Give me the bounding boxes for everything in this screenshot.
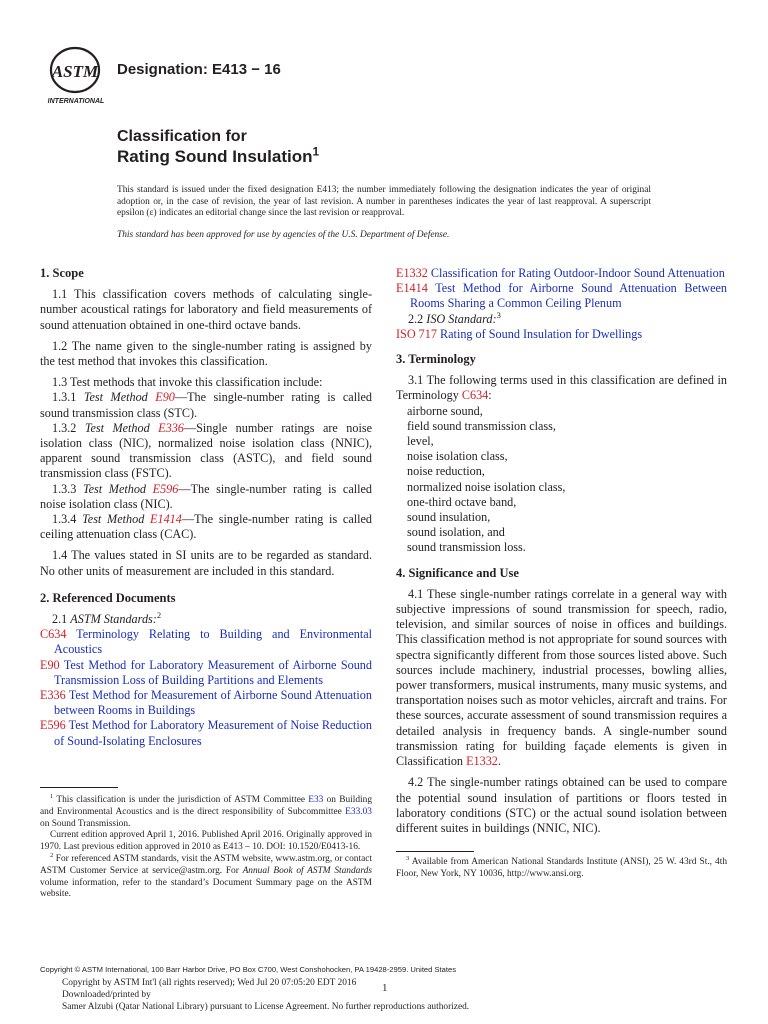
list-item: normalized noise isolation class, <box>407 479 566 494</box>
para-1-1: 1.1 This classification covers methods of calculating single-number acoustical ratings for laboratory and field measurements of sound attenuation obtained in one-third octave bands. <box>40 287 372 332</box>
footnote-2: $^2$ For referenced ASTM standards, visit the ASTM website, www.astm.org, or contact ASTM Customer Service at service@astm.org. For Annual Book of ASTM Standards volume information, refer to the standard’s Document Summary page on the ASTM website. <box>40 851 373 900</box>
title-line-1: Classification for <box>117 128 247 145</box>
ref-item[interactable]: E1332 Classification for Rating Outdoor-Indoor Sound Attenuation <box>396 266 725 280</box>
license-line-2: Downloaded/printed by <box>62 989 151 1000</box>
footnote-1-edition: Current edition approved April 1, 2016. Published April 2016. Originally approved in 1970. Last previous edition approved in 2010 as E413 – 10. DOI: 10.1520/E0413-16. <box>40 830 372 853</box>
copyright-line: Copyright © ASTM International, 100 Barr Harbor Drive, PO Box C700, West Conshohocken, PA 19428-2959. United States <box>40 965 457 974</box>
astm-ref-list-cont <box>396 266 727 312</box>
scope-heading: 1. Scope <box>40 266 84 280</box>
terms-list <box>396 404 727 556</box>
para-1-3-1: 1.3.1 Test Method E90—The single-number rating is called sound transmission class (STC). <box>40 390 372 420</box>
page-number: 1 <box>382 982 388 994</box>
terminology-heading: 3. Terminology <box>396 352 476 367</box>
list-item: one-third octave band, <box>407 494 517 509</box>
list-item: level, <box>407 434 434 449</box>
ref-item[interactable]: E1414 Test Method for Airborne Sound Attenuation Between Rooms Sharing a Common Ceiling Plenum <box>396 281 727 311</box>
footnote-1: $^1$ This classification is under the jurisdiction of ASTM Committee E33 on Building and Environmental Acoustics and is the direct responsibility of Subcommittee E33.03 on Sound Transmission. <box>40 792 373 829</box>
footnote-rule-right <box>396 851 474 852</box>
c634-link[interactable]: C634 <box>461 388 489 403</box>
astm-logo <box>42 46 112 106</box>
license-line-1: Copyright by ASTM Int'l (all rights reserved); Wed Jul 20 07:05:20 EDT 2016 <box>62 978 357 988</box>
list-item: noise isolation class, <box>407 449 508 464</box>
list-item: noise reduction, <box>407 464 485 479</box>
e596-link[interactable]: E596 <box>152 481 179 496</box>
ref-item[interactable]: E596 Test Method for Laboratory Measurement of Noise Reduction of Sound-Isolating Enclosures <box>40 718 372 748</box>
para-3-1: 3.1 The following terms used in this classification are defined in Terminology C634: <box>396 373 727 403</box>
list-item: airborne sound, <box>407 403 483 418</box>
para-1-4: 1.4 The values stated in SI units are to be regarded as standard. No other units of measurement are included in this standard. <box>40 548 372 578</box>
para-1-3: 1.3 Test methods that invoke this classification include: <box>52 375 323 390</box>
title-line-2: Rating Sound Insulation$^1$ <box>117 144 320 166</box>
right-column <box>396 266 727 836</box>
footnote-rule <box>40 787 118 788</box>
ref-item[interactable]: E336 Test Method for Measurement of Airborne Sound Attenuation between Rooms in Buildings <box>40 688 372 718</box>
significance-heading: 4. Significance and Use <box>396 565 519 580</box>
referenced-heading: 2. Referenced Documents <box>40 590 176 605</box>
designation: Designation: E413 − 16 <box>117 61 281 78</box>
e1332-link[interactable]: E1332 <box>466 754 498 769</box>
e1414-link[interactable]: E1414 <box>150 512 182 527</box>
para-4-2: 4.2 The single-number ratings obtained can be used to compare the potential sound insulation of partitions or floors tested in laboratory conditions (STC) or the actual sound isolation between different suites in buildings (NNIC, NIC). <box>396 775 727 835</box>
ref-item[interactable]: C634 Terminology Relating to Building and Environmental Acoustics <box>40 627 373 657</box>
svg-text:INTERNATIONAL: INTERNATIONAL <box>47 98 105 105</box>
astm-logo-icon <box>42 46 112 106</box>
right-footnotes <box>396 854 728 881</box>
e33-03-link[interactable]: E33.03 <box>345 806 372 817</box>
astm-ref-list <box>40 627 372 749</box>
list-item: sound transmission loss. <box>407 540 526 555</box>
list-item: sound insulation, <box>407 510 491 525</box>
para-2-1: 2.1 ASTM Standards:$^2$ <box>52 610 162 627</box>
para-1-3-3: 1.3.3 Test Method E596—The single-number rating is called noise isolation class (NIC). <box>40 481 372 511</box>
list-item: field sound transmission class, <box>407 418 556 433</box>
left-footnotes <box>40 792 373 901</box>
para-1-3-2: 1.3.2 Test Method E336—Single number ratings are noise isolation class (NIC), normalized noise isolation class (NNIC), apparent sound transmission class (ASTC), and field sound transmission class (FSTC). <box>40 420 373 481</box>
license-footer <box>62 978 469 1013</box>
license-line-3: Samer Alzubi (Qatar National Library) pursuant to License Agreement. No further reproductions authorized. <box>62 1001 470 1012</box>
e336-link[interactable]: E336 <box>158 420 184 435</box>
dod-note: This standard has been approved for use by agencies of the U.S. Department of Defense. <box>117 230 450 240</box>
ref-item[interactable]: E90 Test Method for Laboratory Measurement of Airborne Sound Transmission Loss of Building Partitions and Elements <box>40 657 372 687</box>
iso-ref-item[interactable]: ISO 717 Rating of Sound Insulation for Dwellings <box>396 326 643 341</box>
para-1-3-4: 1.3.4 Test Method E1414—The single-number rating is called ceiling attenuation class (CAC). <box>40 512 373 542</box>
e33-link[interactable]: E33 <box>308 795 324 805</box>
e90-link[interactable]: E90 <box>155 390 175 405</box>
para-4-1: 4.1 These single-number ratings correlate in a general way with subjective impressions of sound transmission for speech, radio, television, and similar sources of noise in offices and buildings. This classification method is not appropriate for sound sources with spectra significantly different from those sources listed above. Such sources include machinery, industrial processes, bowling allies, power transformers, musical instruments, many music systems, and transportation noises such as motor vehicles, aircraft and trains. For these sources, accurate assessment of sound transmission requires a detailed analysis in frequency bands. A single-number sound transmission rating for building façade elements is given in Classification E1332. <box>396 586 727 769</box>
footnote-3: $^3$ Available from American National Standards Institute (ANSI), 25 W. 43rd St., 4th Floor, New York, NY 10036, http://www.ansi.org. <box>396 854 728 879</box>
left-column <box>40 266 372 749</box>
page-title <box>117 127 319 167</box>
list-item: sound isolation, and <box>407 525 505 540</box>
issuance-notice: This standard is issued under the fixed designation E413; the number immediately following the designation indicates the year of original adoption or, in the case of revision, the year of last revision. A number in parentheses indicates the year of last reapproval. A superscript epsilon (ε) indicates an editorial change since the last revision or reapproval. <box>117 185 651 219</box>
para-1-2: 1.2 The name given to the single-number rating is assigned by the test method that invokes this classification. <box>40 338 372 369</box>
para-2-2: 2.2 ISO Standard:$^3$ <box>408 309 501 326</box>
svg-text:ASTM: ASTM <box>51 62 99 81</box>
